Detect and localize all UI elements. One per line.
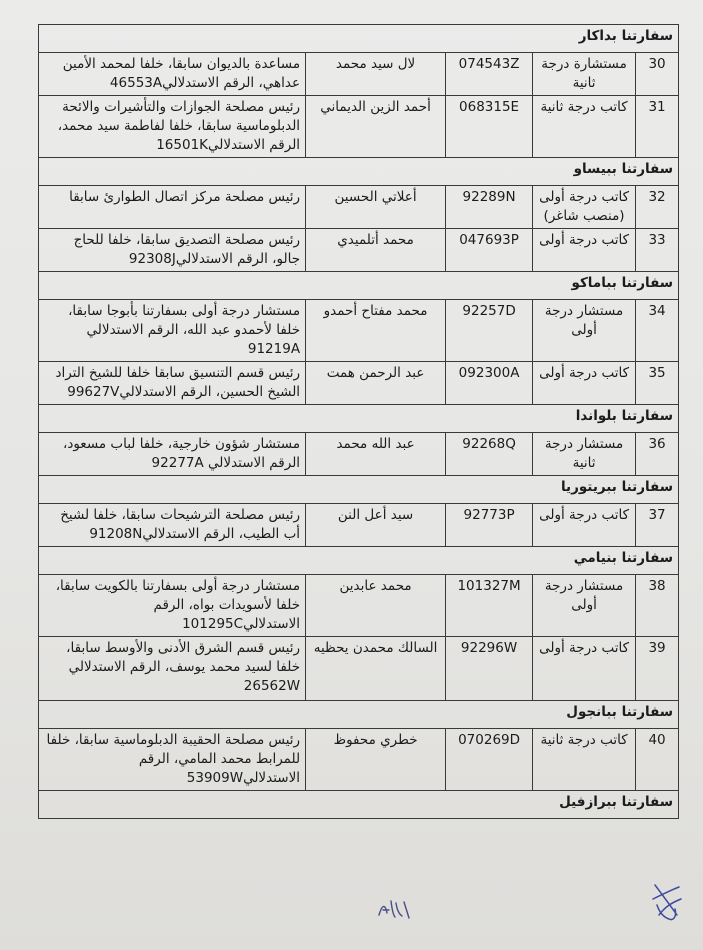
name-cell: عبد الرحمن همت [306, 362, 446, 405]
grade-cell: مستشار درجة ثانية [533, 433, 636, 476]
embassy-heading-row [39, 791, 679, 819]
table-row [39, 729, 679, 791]
embassy-heading-row [39, 25, 679, 53]
embassy-heading-row [39, 476, 679, 504]
name-cell: لال سيد محمد [306, 53, 446, 96]
employee-id-cell: 92773P [446, 504, 533, 547]
embassy-heading-row [39, 547, 679, 575]
previous-post-cell: مساعدة بالديوان سابقا، خلفا لمحمد الأمين عداهي، الرقم الاستدلالي46553A [39, 53, 306, 96]
embassy-heading-row [39, 272, 679, 300]
previous-post-cell: رئيس مصلحة الترشيحات سابقا، خلفا لشيخ أب الطيب، الرقم الاستدلالي91208N [39, 504, 306, 547]
grade-cell: كاتب درجة أولى [533, 362, 636, 405]
name-cell: محمد مفتاح أحمدو [306, 300, 446, 362]
embassy-heading: سفارتنا ببيساو [39, 158, 679, 186]
grade-cell: مستشار درجة أولى [533, 300, 636, 362]
table-row [39, 300, 679, 362]
employee-id-cell: 092300A [446, 362, 533, 405]
name-cell: السالك محمدن يحظيه [306, 637, 446, 701]
table-row [39, 96, 679, 158]
employee-id-cell: 068315E [446, 96, 533, 158]
grade-cell: كاتب درجة ثانية [533, 96, 636, 158]
employee-id-cell: 92257D [446, 300, 533, 362]
row-number: 33 [636, 229, 679, 272]
table-row [39, 433, 679, 476]
row-number: 34 [636, 300, 679, 362]
row-number: 36 [636, 433, 679, 476]
name-cell: أحمد الزين الديماني [306, 96, 446, 158]
name-cell: محمد أتلميدي [306, 229, 446, 272]
previous-post-cell: رئيس قسم التنسيق سابقا خلفا للشيخ التراد الشيخ الحسين، الرقم الاستدلالي99627V [39, 362, 306, 405]
embassy-heading: سفارتنا بنيامي [39, 547, 679, 575]
grade-cell: كاتب درجة ثانية [533, 729, 636, 791]
embassy-heading: سفارتنا بباماكو [39, 272, 679, 300]
name-cell: عبد الله محمد [306, 433, 446, 476]
appointments-table-body [39, 25, 679, 819]
employee-id-cell: 070269D [446, 729, 533, 791]
embassy-heading-row [39, 701, 679, 729]
appointments-table [38, 24, 679, 819]
embassy-heading: سفارتنا ببرازفيل [39, 791, 679, 819]
page-initials-mark [376, 895, 412, 921]
table-row [39, 53, 679, 96]
grade-cell: مستشارة درجة ثانية [533, 53, 636, 96]
previous-post-cell: رئيس مصلحة الحقيبة الدبلوماسية سابقا، خلفا للمرابط محمد المامي، الرقم الاستدلالي53909W [39, 729, 306, 791]
employee-id-cell: 074543Z [446, 53, 533, 96]
embassy-heading-row [39, 158, 679, 186]
table-row [39, 575, 679, 637]
previous-post-cell: رئيس قسم الشرق الأدنى والأوسط سابقا، خلفا لسيد محمد يوسف، الرقم الاستدلالي 26562W [39, 637, 306, 701]
table-row [39, 229, 679, 272]
name-cell: سيد أعل النن [306, 504, 446, 547]
previous-post-cell: رئيس مصلحة الجوازات والتأشيرات والائحة الدبلوماسية سابقا، خلفا لفاطمة سيد محمد، الرقم الاستدلالي16501K [39, 96, 306, 158]
employee-id-cell: 101327M [446, 575, 533, 637]
previous-post-cell: رئيس مصلحة مركز اتصال الطوارئ سابقا [39, 186, 306, 229]
signature-mark [647, 879, 687, 923]
employee-id-cell: 92296W [446, 637, 533, 701]
grade-cell: مستشار درجة أولى [533, 575, 636, 637]
employee-id-cell: 92268Q [446, 433, 533, 476]
table-row [39, 637, 679, 701]
grade-cell: كاتب درجة أولى [533, 637, 636, 701]
row-number: 35 [636, 362, 679, 405]
embassy-heading-row [39, 405, 679, 433]
previous-post-cell: مستشار درجة أولى بسفارتنا بأبوجا سابقا، خلفا لأحمدو عبد الله، الرقم الاستدلالي 91219A [39, 300, 306, 362]
table-row [39, 186, 679, 229]
row-number: 40 [636, 729, 679, 791]
employee-id-cell: 92289N [446, 186, 533, 229]
table-row [39, 362, 679, 405]
previous-post-cell: مستشار درجة أولى بسفارتنا بالكويت سابقا، خلفا لأسويدات بواه، الرقم الاستدلالي101295C [39, 575, 306, 637]
name-cell: خطري محفوظ [306, 729, 446, 791]
embassy-heading: سفارتنا ببانجول [39, 701, 679, 729]
row-number: 38 [636, 575, 679, 637]
row-number: 39 [636, 637, 679, 701]
name-cell: أعلاتي الحسين [306, 186, 446, 229]
grade-cell: كاتب درجة أولى [533, 229, 636, 272]
row-number: 37 [636, 504, 679, 547]
embassy-heading: سفارتنا بداكار [39, 25, 679, 53]
embassy-heading: سفارتنا ببريتوريا [39, 476, 679, 504]
previous-post-cell: مستشار شؤون خارجية، خلفا لباب مسعود، الرقم الاستدلالي 92277A [39, 433, 306, 476]
row-number: 31 [636, 96, 679, 158]
previous-post-cell: رئيس مصلحة التصديق سابقا، خلفا للحاج جالو، الرقم الاستدلالي92308J [39, 229, 306, 272]
grade-cell: كاتب درجة أولى [533, 504, 636, 547]
name-cell: محمد عابدين [306, 575, 446, 637]
table-row [39, 504, 679, 547]
grade-cell: كاتب درجة أولى (منصب شاغر) [533, 186, 636, 229]
row-number: 30 [636, 53, 679, 96]
embassy-heading: سفارتنا بلواندا [39, 405, 679, 433]
row-number: 32 [636, 186, 679, 229]
employee-id-cell: 047693P [446, 229, 533, 272]
